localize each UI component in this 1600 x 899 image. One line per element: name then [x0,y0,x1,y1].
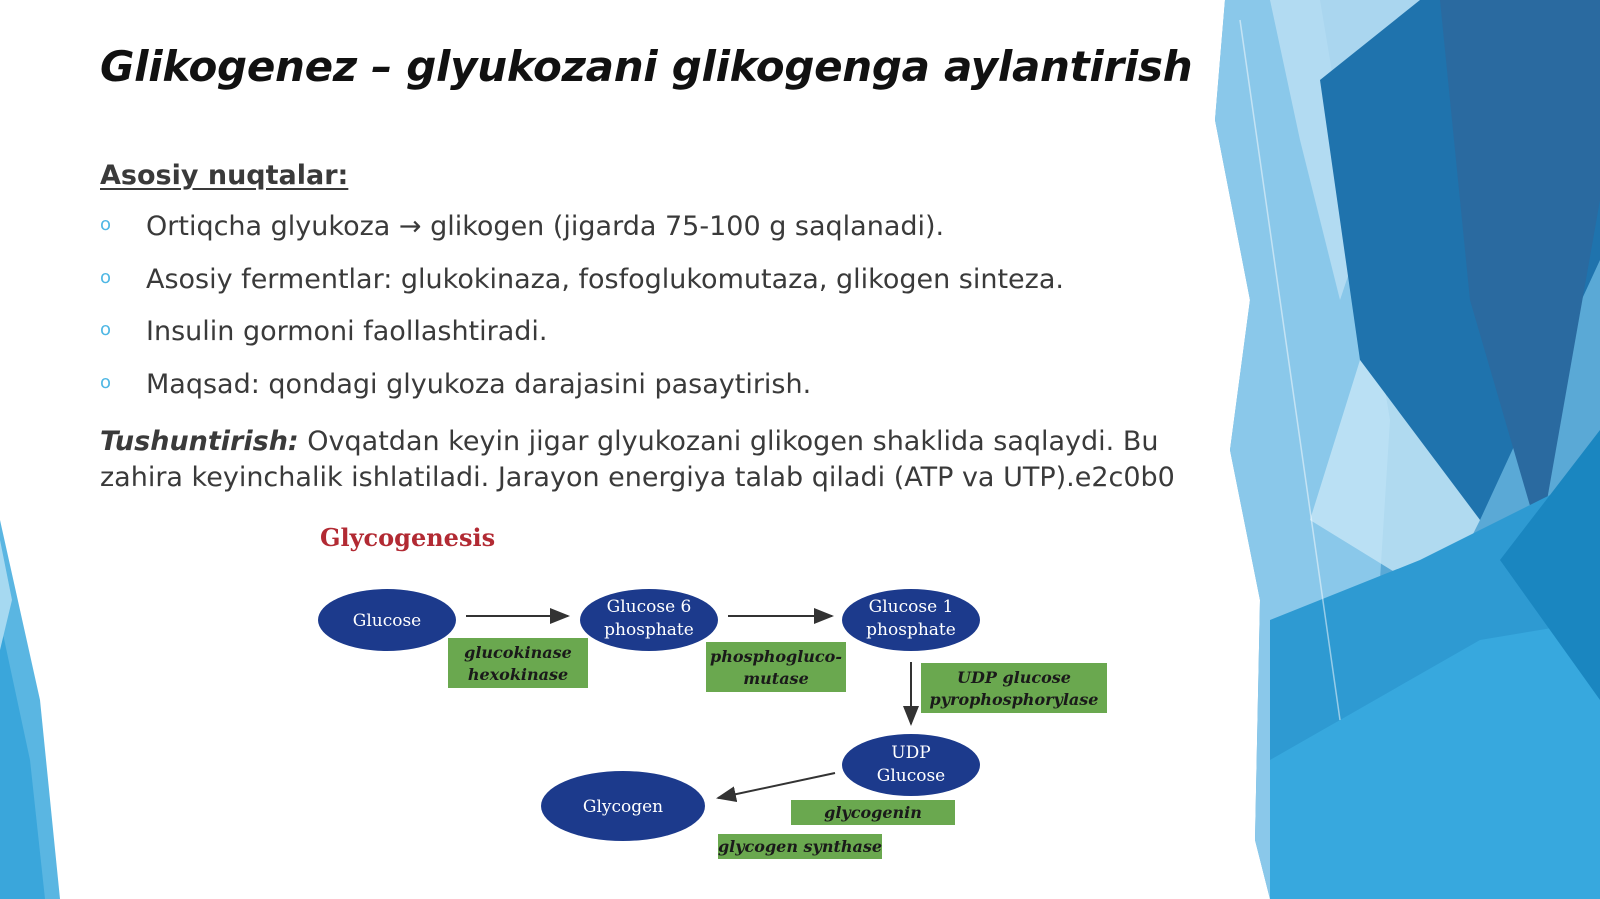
diagram-title: Glycogenesis [320,523,496,552]
node-udp-label-1: UDP [891,743,931,763]
node-glycogen [541,771,705,841]
explanation-paragraph [100,424,1220,496]
explanation-lead: Tushuntirish: [100,426,299,457]
node-g1p-label-2: phosphate [866,620,956,640]
enzyme-glycogenin [791,800,955,825]
enzyme-glycogen-synthase [718,834,882,859]
enzyme-2-label-1: phosphogluco- [710,647,842,666]
glycogenesis-diagram [300,520,1120,880]
bullet-marker-icon: o [100,266,112,288]
enzyme-5-label: glycogen synthase [717,837,883,856]
enzyme-2-label-2: mutase [743,669,809,688]
bullet-text: Maqsad: qondagi glyukoza darajasini pasaytirish. [146,368,812,400]
node-udp-label-2: Glucose [876,766,946,786]
bullet-marker-icon: o [100,371,112,393]
enzyme-1-label-1: glucokinase [464,643,572,662]
bullet-text: Insulin gormoni faollashtiradi. [146,316,548,347]
bullet-marker-icon: o [100,319,112,340]
enzyme-1-label-2: hexokinase [467,665,569,684]
node-glucose-1-phosphate [842,589,980,651]
key-points-heading: Asosiy nuqtalar: [100,160,349,191]
node-glycogen-label: Glycogen [582,797,664,817]
enzyme-3-label-1: UDP glucose [957,668,1071,687]
node-glucose [318,589,456,651]
node-g6p-label-2: phosphate [604,620,694,640]
enzyme-4-label: glycogenin [824,803,922,822]
node-glucose-6-phosphate [580,589,718,651]
bullet-text: Asosiy fermentlar: glukokinaza, fosfoglukomutaza, glikogen sinteza. [146,263,1064,295]
enzyme-3-label-2: pyrophosphorylase [929,690,1099,709]
node-g1p-label-1: Glucose 1 [868,597,954,617]
node-g6p-label-1: Glucose 6 [606,597,692,617]
slide-title: Glikogenez – glyukozani glikogenga aylantirish [100,42,1193,91]
arrow-udp-to-glycogen [718,773,835,798]
enzyme-glucokinase [448,638,588,688]
explanation-text: Ovqatdan keyin jigar glyukozani glikogen shaklida saqlaydi. Bu zahira keyinchalik ishlatiladi. Jarayon energiya talab qiladi (ATP va UTP).e2c0b0 [100,426,1175,493]
bullet-text: Ortiqcha glyukoza → glikogen (jigarda 75-100 g saqlanadi). [146,211,945,242]
enzyme-udp-glucose-pyrophosphorylase [921,663,1107,713]
enzyme-phosphoglucomutase [706,642,846,692]
node-glucose-label: Glucose [352,611,422,631]
bullet-marker-icon: o [100,214,112,235]
node-udp-glucose [842,734,980,796]
